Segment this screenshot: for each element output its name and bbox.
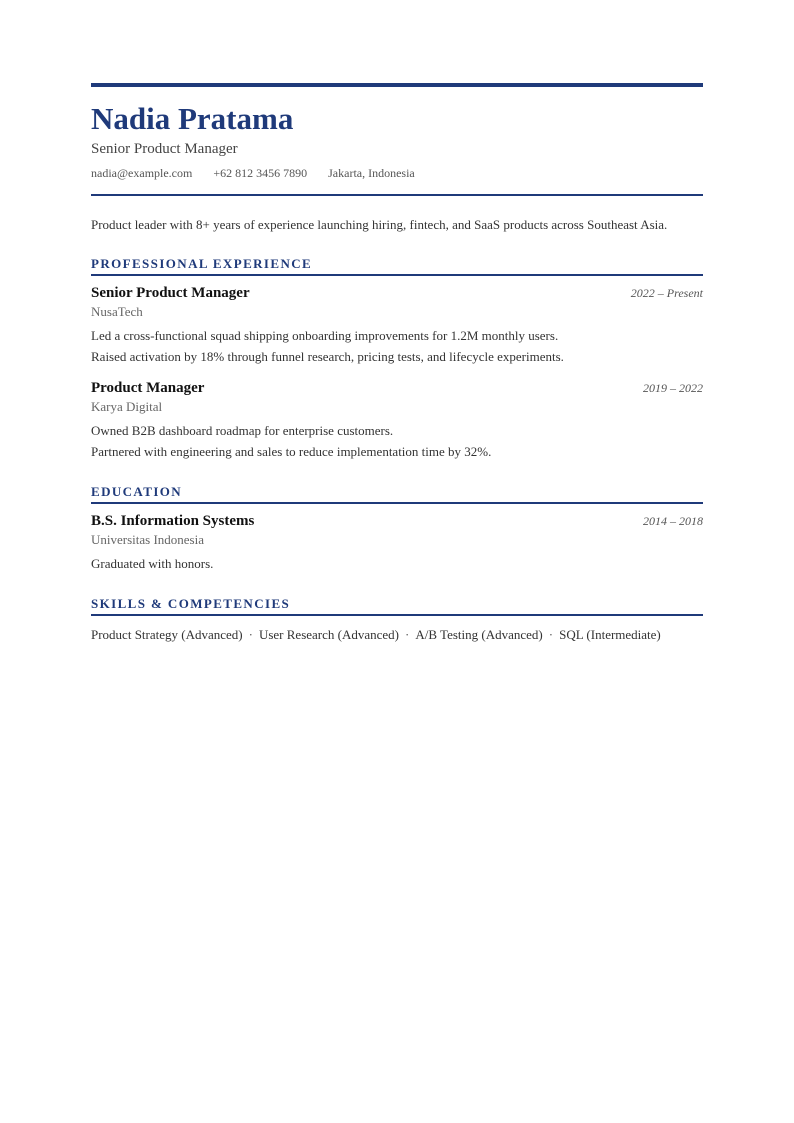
section-title-experience: PROFESSIONAL EXPERIENCE — [91, 256, 703, 276]
education-entry — [91, 512, 703, 574]
experience-dates: 2022 – Present — [630, 286, 703, 300]
experience-dates: 2019 – 2022 — [643, 381, 703, 395]
skill-item: A/B Testing (Advanced) — [415, 627, 543, 642]
education-bullet: Graduated with honors. — [91, 556, 214, 571]
experience-bullet: Partnered with engineering and sales to reduce implementation time by 32%. — [91, 444, 492, 459]
candidate-headline: Senior Product Manager — [91, 141, 238, 157]
education-degree: B.S. Information Systems — [91, 513, 255, 529]
skill-item: SQL (Intermediate) — [559, 627, 661, 642]
experience-entry — [91, 284, 703, 367]
experience-bullet: Owned B2B dashboard roadmap for enterprise customers. — [91, 423, 394, 438]
skills-list — [91, 626, 703, 644]
contact-location: Jakarta, Indonesia — [328, 166, 415, 180]
skill-item: User Research (Advanced) — [258, 627, 400, 642]
header-divider — [91, 194, 703, 196]
section-title-skills: SKILLS & COMPETENCIES — [91, 596, 703, 616]
skill-item: Product Strategy (Advanced) — [91, 627, 243, 642]
top-rule — [91, 83, 703, 87]
contact-line — [91, 165, 703, 181]
experience-entry — [91, 379, 703, 462]
experience-company: Karya Digital — [91, 399, 163, 414]
education-dates: 2014 – 2018 — [643, 514, 703, 528]
contact-phone[interactable]: +62 812 3456 7890 — [213, 166, 308, 180]
skill-separator: · — [548, 627, 554, 642]
experience-role: Product Manager — [91, 380, 205, 396]
education-school: Universitas Indonesia — [91, 532, 205, 547]
experience-company: NusaTech — [91, 304, 143, 319]
candidate-name: Nadia Pratama — [91, 101, 294, 136]
resume-page — [91, 83, 703, 644]
section-title-education: EDUCATION — [91, 484, 703, 504]
skill-separator: · — [405, 627, 410, 642]
experience-bullet: Led a cross-functional squad shipping onboarding improvements for 1.2M monthly users. — [91, 328, 559, 343]
experience-role: Senior Product Manager — [91, 285, 250, 301]
summary-text: Product leader with 8+ years of experience launching hiring, fintech, and SaaS products across Southeast Asia. — [91, 217, 668, 232]
skill-separator: · — [248, 627, 253, 642]
experience-bullet: Raised activation by 18% through funnel research, pricing tests, and lifecycle experiments. — [91, 349, 564, 364]
contact-email[interactable]: nadia@example.com — [91, 166, 193, 180]
